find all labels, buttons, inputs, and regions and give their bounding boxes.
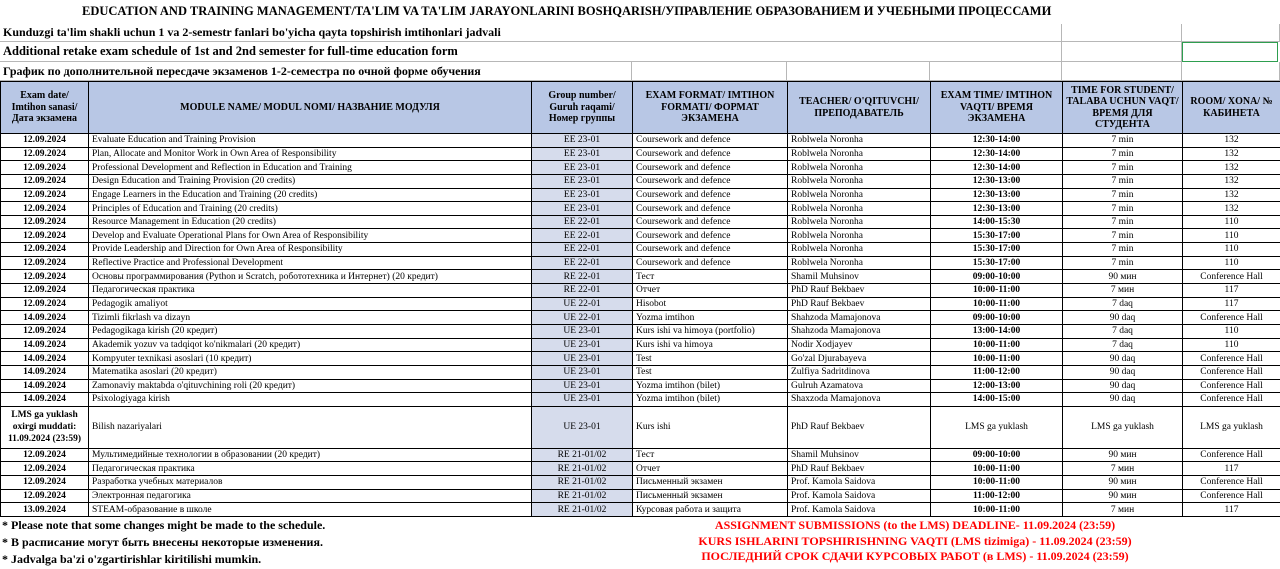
cell-module[interactable]: Design Education and Training Provision (20 credits) bbox=[89, 174, 532, 188]
cell-date[interactable]: 12.09.2024 bbox=[1, 462, 89, 476]
deadline-ru: ПОСЛЕДНИЙ СРОК СДАЧИ КУРСОВЫХ РАБОТ (в LMS) - 11.09.2024 (23:59) bbox=[701, 549, 1129, 563]
cell-room[interactable]: 117 bbox=[1183, 284, 1280, 298]
cell-room[interactable]: Conference Hall bbox=[1183, 270, 1280, 284]
cell-date[interactable]: 12.09.2024 bbox=[1, 161, 89, 175]
cell-room[interactable]: 117 bbox=[1183, 503, 1280, 517]
cell-format[interactable]: Coursework and defence bbox=[633, 188, 788, 202]
cell-teacher[interactable]: Go'zal Djurabayeva bbox=[788, 352, 931, 366]
cell-date[interactable]: 14.09.2024 bbox=[1, 365, 89, 379]
cell[interactable] bbox=[1062, 24, 1182, 42]
cell-date[interactable]: 12.09.2024 bbox=[1, 256, 89, 270]
cell-format[interactable]: Kurs ishi va himoya (portfolio) bbox=[633, 324, 788, 338]
cell-time[interactable]: 12:00-13:00 bbox=[931, 379, 1063, 393]
note-uz: * Jadvalga ba'zi o'zgartirishlar kiritilishi mumkin. bbox=[2, 552, 262, 566]
subtitle-row-ru bbox=[0, 62, 1280, 81]
cell-teacher[interactable]: Shaxzoda Mamajonova bbox=[788, 393, 931, 407]
cell-group[interactable]: RE 21-01/02 bbox=[532, 462, 633, 476]
cell-time[interactable]: LMS ga yuklash bbox=[931, 406, 1063, 448]
cell-group[interactable]: EE 23-01 bbox=[532, 161, 633, 175]
cell-teacher[interactable]: Shamil Muhsinov bbox=[788, 270, 931, 284]
col-header-date[interactable]: Exam date/ Imtihon sanasi/ Дата экзамена bbox=[1, 82, 89, 134]
table-row[interactable] bbox=[1, 270, 1280, 284]
cell-student-time[interactable]: 7 min bbox=[1063, 134, 1183, 148]
cell-group[interactable]: UE 23-01 bbox=[532, 379, 633, 393]
cell-room[interactable]: 117 bbox=[1183, 462, 1280, 476]
table-body bbox=[1, 134, 1280, 517]
cell-room[interactable]: Conference Hall bbox=[1183, 489, 1280, 503]
cell-date[interactable]: 12.09.2024 bbox=[1, 284, 89, 298]
cell[interactable] bbox=[1182, 62, 1280, 81]
cell-group[interactable]: EE 23-01 bbox=[532, 188, 633, 202]
cell-room[interactable]: 132 bbox=[1183, 161, 1280, 175]
cell-time[interactable]: 10:00-11:00 bbox=[931, 462, 1063, 476]
cell-room[interactable]: Conference Hall bbox=[1183, 311, 1280, 325]
cell-module[interactable]: Engage Learners in the Education and Training (20 credits) bbox=[89, 188, 532, 202]
cell-group[interactable]: RE 21-01/02 bbox=[532, 503, 633, 517]
deadline-notice bbox=[620, 518, 1210, 565]
cell-student-time[interactable]: 7 min bbox=[1063, 161, 1183, 175]
schedule-table bbox=[0, 81, 1280, 517]
cell-teacher[interactable]: Nodir Xodjayev bbox=[788, 338, 931, 352]
cell-group[interactable]: EE 23-01 bbox=[532, 147, 633, 161]
cell-teacher[interactable]: Prof. Kamola Saidova bbox=[788, 476, 931, 490]
table-row[interactable] bbox=[1, 229, 1280, 243]
cell-group[interactable]: UE 22-01 bbox=[532, 311, 633, 325]
cell-date[interactable]: 12.09.2024 bbox=[1, 448, 89, 462]
cell-student-time[interactable]: 7 мин bbox=[1063, 503, 1183, 517]
cell-date[interactable]: 12.09.2024 bbox=[1, 202, 89, 216]
cell-time[interactable]: 14:00-15:30 bbox=[931, 215, 1063, 229]
cell-teacher[interactable]: Roblwela Noronha bbox=[788, 174, 931, 188]
cell-format[interactable]: Coursework and defence bbox=[633, 256, 788, 270]
cell-room[interactable]: 132 bbox=[1183, 188, 1280, 202]
cell-group[interactable]: EE 23-01 bbox=[532, 202, 633, 216]
table-row[interactable] bbox=[1, 297, 1280, 311]
cell-time[interactable]: 12:30-13:00 bbox=[931, 202, 1063, 216]
cell-room[interactable]: Conference Hall bbox=[1183, 448, 1280, 462]
note-en: * Please note that some changes might be made to the schedule. bbox=[2, 518, 326, 532]
cell-room[interactable]: 110 bbox=[1183, 256, 1280, 270]
table-row[interactable] bbox=[1, 284, 1280, 298]
table-row[interactable] bbox=[1, 379, 1280, 393]
cell-time[interactable]: 09:00-10:00 bbox=[931, 270, 1063, 284]
table-row[interactable] bbox=[1, 365, 1280, 379]
cell-module[interactable]: Bilish nazariyalari bbox=[89, 406, 532, 448]
cell-date[interactable]: 12.09.2024 bbox=[1, 324, 89, 338]
cell-student-time[interactable]: 90 мин bbox=[1063, 448, 1183, 462]
cell-teacher[interactable]: Shahzoda Mamajonova bbox=[788, 324, 931, 338]
cell-date[interactable]: 12.09.2024 bbox=[1, 229, 89, 243]
table-row[interactable] bbox=[1, 311, 1280, 325]
cell-group[interactable]: UE 23-01 bbox=[532, 393, 633, 407]
cell-date[interactable]: 12.09.2024 bbox=[1, 134, 89, 148]
selected-cell[interactable] bbox=[1182, 42, 1278, 62]
cell-date[interactable]: 12.09.2024 bbox=[1, 188, 89, 202]
cell-date[interactable]: 12.09.2024 bbox=[1, 270, 89, 284]
cell[interactable] bbox=[787, 62, 930, 81]
cell-time[interactable]: 10:00-11:00 bbox=[931, 338, 1063, 352]
cell-format[interactable]: Yozma imtihon bbox=[633, 311, 788, 325]
cell-date[interactable]: 14.09.2024 bbox=[1, 393, 89, 407]
cell-format[interactable]: Coursework and defence bbox=[633, 147, 788, 161]
cell-format[interactable]: Отчет bbox=[633, 462, 788, 476]
cell-time[interactable]: 10:00-11:00 bbox=[931, 297, 1063, 311]
col-header-time[interactable]: EXAM TIME/ IMTIHON VAQTI/ ВРЕМЯ ЭКЗАМЕНА bbox=[931, 82, 1063, 134]
page-title: EDUCATION AND TRAINING MANAGEMENT/TA'LIM VA TA'LIM JARAYONLARINI BOSHQARISH/УПРАВЛЕНИЕ ОБРАЗОВАНИЕМ И УЧЕБНЫМИ ПРОЦЕССАМИ bbox=[82, 4, 1052, 18]
cell-student-time[interactable]: 7 min bbox=[1063, 229, 1183, 243]
cell-module[interactable]: Pedagogikaga kirish (20 кредит) bbox=[89, 324, 532, 338]
cell-module[interactable]: Akademik yozuv va tadqiqot ko'nikmalari (20 кредит) bbox=[89, 338, 532, 352]
cell-format[interactable]: Yozma imtihon (bilet) bbox=[633, 393, 788, 407]
table-row[interactable] bbox=[1, 489, 1280, 503]
cell-group[interactable]: RE 21-01/02 bbox=[532, 448, 633, 462]
cell-module[interactable]: Matematika asoslari (20 кредит) bbox=[89, 365, 532, 379]
cell-student-time[interactable]: 7 min bbox=[1063, 202, 1183, 216]
cell-room[interactable]: 117 bbox=[1183, 297, 1280, 311]
cell-format[interactable]: Письменный экзамен bbox=[633, 489, 788, 503]
deadline-en: ASSIGNMENT SUBMISSIONS (to the LMS) DEADLINE- 11.09.2024 (23:59) bbox=[714, 518, 1116, 532]
title-row bbox=[0, 0, 1280, 24]
cell-student-time[interactable]: 7 min bbox=[1063, 174, 1183, 188]
cell-time[interactable]: 15:30-17:00 bbox=[931, 229, 1063, 243]
cell-student-time[interactable]: 90 daq bbox=[1063, 365, 1183, 379]
cell-teacher[interactable]: Zulfiya Sadritdinova bbox=[788, 365, 931, 379]
cell-module[interactable]: Разработка учебных материалов bbox=[89, 476, 532, 490]
cell-module[interactable]: Evaluate Education and Training Provision bbox=[89, 134, 532, 148]
table-row[interactable] bbox=[1, 476, 1280, 490]
table-row[interactable] bbox=[1, 243, 1280, 257]
cell-time[interactable]: 12:30-13:00 bbox=[931, 174, 1063, 188]
cell-module[interactable]: Plan, Allocate and Monitor Work in Own Area of Responsibility bbox=[89, 147, 532, 161]
cell-student-time[interactable]: 90 мин bbox=[1063, 270, 1183, 284]
cell-date[interactable]: 12.09.2024 bbox=[1, 174, 89, 188]
cell-module[interactable]: Zamonaviy maktabda o'qituvchining roli (20 кредит) bbox=[89, 379, 532, 393]
cell-module[interactable]: Pedagogik amaliyot bbox=[89, 297, 532, 311]
deadline-uz: KURS ISHLARINI TOPSHIRISHNING VAQTI (LMS tizimiga) - 11.09.2024 (23:59) bbox=[698, 533, 1132, 548]
cell-module[interactable]: Professional Development and Reflection in Education and Training bbox=[89, 161, 532, 175]
cell-group[interactable]: RE 21-01/02 bbox=[532, 489, 633, 503]
cell-teacher[interactable]: Shamil Muhsinov bbox=[788, 448, 931, 462]
cell-module[interactable]: Основы программирования (Python и Scratch, робототехника и Интернет) (20 кредит) bbox=[89, 270, 532, 284]
cell-module[interactable]: Kompyuter texnikasi asoslari (10 кредит) bbox=[89, 352, 532, 366]
cell-date[interactable]: 12.09.2024 bbox=[1, 215, 89, 229]
cell-module[interactable]: Reflective Practice and Professional Development bbox=[89, 256, 532, 270]
cell-group[interactable]: EE 22-01 bbox=[532, 229, 633, 243]
cell-room[interactable]: 110 bbox=[1183, 215, 1280, 229]
cell-module[interactable]: Tizimli fikrlash va dizayn bbox=[89, 311, 532, 325]
cell-room[interactable]: 110 bbox=[1183, 229, 1280, 243]
table-row[interactable] bbox=[1, 215, 1280, 229]
cell-time[interactable]: 12:30-13:00 bbox=[931, 188, 1063, 202]
cell-format[interactable]: Yozma imtihon (bilet) bbox=[633, 379, 788, 393]
cell-module[interactable]: Мультимедийные технологии в образовании (20 кредит) bbox=[89, 448, 532, 462]
cell-date[interactable]: 14.09.2024 bbox=[1, 379, 89, 393]
cell[interactable] bbox=[930, 62, 1062, 81]
cell-time[interactable]: 10:00-11:00 bbox=[931, 503, 1063, 517]
cell-room[interactable]: Conference Hall bbox=[1183, 352, 1280, 366]
cell-student-time[interactable]: 90 мин bbox=[1063, 489, 1183, 503]
cell-time[interactable]: 10:00-11:00 bbox=[931, 476, 1063, 490]
cell-student-time[interactable]: 90 daq bbox=[1063, 379, 1183, 393]
cell-format[interactable]: Test bbox=[633, 365, 788, 379]
cell-group[interactable]: UE 22-01 bbox=[532, 297, 633, 311]
cell[interactable] bbox=[632, 62, 787, 81]
cell-format[interactable]: Курсовая работа и защита bbox=[633, 503, 788, 517]
cell-module[interactable]: STEAM-образование в школе bbox=[89, 503, 532, 517]
cell-room[interactable]: Conference Hall bbox=[1183, 379, 1280, 393]
cell-format[interactable]: Coursework and defence bbox=[633, 202, 788, 216]
cell-format[interactable]: Coursework and defence bbox=[633, 161, 788, 175]
table-row[interactable] bbox=[1, 188, 1280, 202]
cell-teacher[interactable]: Roblwela Noronha bbox=[788, 215, 931, 229]
cell-time[interactable]: 14:00-15:00 bbox=[931, 393, 1063, 407]
cell-format[interactable]: Coursework and defence bbox=[633, 174, 788, 188]
cell-format[interactable]: Kurs ishi bbox=[633, 406, 788, 448]
table-row[interactable] bbox=[1, 134, 1280, 148]
cell-module[interactable]: Электронная педагогика bbox=[89, 489, 532, 503]
subtitle-uz: Kunduzgi ta'lim shakli uchun 1 va 2-semestr fanlari bo'yicha qayta topshirish imtihonlari jadvali bbox=[3, 25, 501, 39]
cell-teacher[interactable]: Roblwela Noronha bbox=[788, 229, 931, 243]
cell-group[interactable]: EE 22-01 bbox=[532, 243, 633, 257]
cell-teacher[interactable]: Roblwela Noronha bbox=[788, 134, 931, 148]
table-row[interactable] bbox=[1, 352, 1280, 366]
cell-teacher[interactable]: Roblwela Noronha bbox=[788, 202, 931, 216]
table-row[interactable] bbox=[1, 393, 1280, 407]
col-header-group[interactable]: Group number/ Guruh raqami/ Номер группы bbox=[532, 82, 633, 134]
cell-teacher[interactable]: PhD Rauf Bekbaev bbox=[788, 297, 931, 311]
cell-group[interactable]: UE 23-01 bbox=[532, 338, 633, 352]
col-header-student-time[interactable]: TIME FOR STUDENT/ TALABA UCHUN VAQT/ ВРЕМЯ ДЛЯ СТУДЕНТА bbox=[1063, 82, 1183, 134]
cell-teacher[interactable]: Shahzoda Mamajonova bbox=[788, 311, 931, 325]
cell-format[interactable]: Coursework and defence bbox=[633, 215, 788, 229]
cell-format[interactable]: Test bbox=[633, 352, 788, 366]
cell-format[interactable]: Kurs ishi va himoya bbox=[633, 338, 788, 352]
cell-room[interactable]: Conference Hall bbox=[1183, 476, 1280, 490]
cell-teacher[interactable]: Prof. Kamola Saidova bbox=[788, 503, 931, 517]
cell-time[interactable]: 15:30-17:00 bbox=[931, 243, 1063, 257]
cell-module[interactable]: Psixologiyaga kirish bbox=[89, 393, 532, 407]
notes bbox=[2, 517, 325, 568]
cell-teacher[interactable]: PhD Rauf Bekbaev bbox=[788, 284, 931, 298]
table-row[interactable] bbox=[1, 462, 1280, 476]
cell-room[interactable]: Conference Hall bbox=[1183, 393, 1280, 407]
cell-student-time[interactable]: 7 мин bbox=[1063, 462, 1183, 476]
cell-time[interactable]: 10:00-11:00 bbox=[931, 352, 1063, 366]
cell-student-time[interactable]: 7 min bbox=[1063, 215, 1183, 229]
cell-student-time[interactable]: 90 daq bbox=[1063, 352, 1183, 366]
cell-group[interactable]: UE 23-01 bbox=[532, 406, 633, 448]
cell-student-time[interactable]: 7 min bbox=[1063, 188, 1183, 202]
cell-date[interactable]: 12.09.2024 bbox=[1, 147, 89, 161]
table-row[interactable] bbox=[1, 174, 1280, 188]
cell-group[interactable]: EE 22-01 bbox=[532, 256, 633, 270]
cell-student-time[interactable]: LMS ga yuklash bbox=[1063, 406, 1183, 448]
cell-teacher[interactable]: Roblwela Noronha bbox=[788, 147, 931, 161]
cell-format[interactable]: Hisobot bbox=[633, 297, 788, 311]
cell-room[interactable]: 110 bbox=[1183, 243, 1280, 257]
cell[interactable] bbox=[1062, 42, 1182, 62]
table-row[interactable] bbox=[1, 338, 1280, 352]
cell-date[interactable]: 13.09.2024 bbox=[1, 503, 89, 517]
table-row[interactable] bbox=[1, 202, 1280, 216]
cell-teacher[interactable]: Roblwela Noronha bbox=[788, 188, 931, 202]
cell-module[interactable]: Resource Management in Education (20 credits) bbox=[89, 215, 532, 229]
cell-module[interactable]: Provide Leadership and Direction for Own Area of Responsibility bbox=[89, 243, 532, 257]
table-row[interactable] bbox=[1, 256, 1280, 270]
cell-student-time[interactable]: 7 daq bbox=[1063, 338, 1183, 352]
cell-date[interactable]: 12.09.2024 bbox=[1, 243, 89, 257]
cell-date[interactable]: 12.09.2024 bbox=[1, 476, 89, 490]
cell-module[interactable]: Principles of Education and Training (20 credits) bbox=[89, 202, 532, 216]
note-ru: * В расписание могут быть внесены некоторые изменения. bbox=[2, 535, 323, 549]
cell-room[interactable]: Conference Hall bbox=[1183, 365, 1280, 379]
col-header-room[interactable]: ROOM/ XONA/ № КАБИНЕТА bbox=[1183, 82, 1280, 134]
cell-time[interactable]: 12:30-14:00 bbox=[931, 161, 1063, 175]
cell-time[interactable]: 11:00-12:00 bbox=[931, 489, 1063, 503]
cell-module[interactable]: Педагогическая практика bbox=[89, 462, 532, 476]
cell-student-time[interactable]: 7 min bbox=[1063, 243, 1183, 257]
cell-module[interactable]: Develop and Evaluate Operational Plans for Own Area of Responsibility bbox=[89, 229, 532, 243]
cell-group[interactable]: EE 22-01 bbox=[532, 215, 633, 229]
footer bbox=[0, 514, 1280, 569]
cell-group[interactable]: EE 23-01 bbox=[532, 134, 633, 148]
cell-student-time[interactable]: 7 daq bbox=[1063, 297, 1183, 311]
cell-time[interactable]: 10:00-11:00 bbox=[931, 284, 1063, 298]
cell-room[interactable]: LMS ga yuklash bbox=[1183, 406, 1280, 448]
cell-format[interactable]: Coursework and defence bbox=[633, 134, 788, 148]
cell-date[interactable]: 14.09.2024 bbox=[1, 338, 89, 352]
cell-teacher[interactable]: Gulruh Azamatova bbox=[788, 379, 931, 393]
cell-teacher[interactable]: Roblwela Noronha bbox=[788, 256, 931, 270]
table-row[interactable] bbox=[1, 324, 1280, 338]
cell-format[interactable]: Письменный экзамен bbox=[633, 476, 788, 490]
cell-room[interactable]: 132 bbox=[1183, 134, 1280, 148]
cell-time[interactable]: 12:30-14:00 bbox=[931, 147, 1063, 161]
cell-format[interactable]: Тест bbox=[633, 448, 788, 462]
cell-format[interactable]: Coursework and defence bbox=[633, 229, 788, 243]
col-header-teacher[interactable]: TEACHER/ O'QITUVCHI/ ПРЕПОДАВАТЕЛЬ bbox=[788, 82, 931, 134]
cell-group[interactable]: UE 23-01 bbox=[532, 352, 633, 366]
table-header-row bbox=[1, 82, 1280, 134]
cell-student-time[interactable]: 90 мин bbox=[1063, 476, 1183, 490]
cell-format[interactable]: Отчет bbox=[633, 284, 788, 298]
cell-date[interactable]: 12.09.2024 bbox=[1, 489, 89, 503]
cell-student-time[interactable]: 90 daq bbox=[1063, 311, 1183, 325]
table-row[interactable] bbox=[1, 147, 1280, 161]
col-header-module[interactable]: MODULE NAME/ MODUL NOMI/ НАЗВАНИЕ МОДУЛЯ bbox=[89, 82, 532, 134]
cell-student-time[interactable]: 7 min bbox=[1063, 147, 1183, 161]
cell-format[interactable]: Тест bbox=[633, 270, 788, 284]
cell-time[interactable]: 15:30-17:00 bbox=[931, 256, 1063, 270]
subtitle-ru: График по дополнительной пересдаче экзаменов 1-2-семестра по очной форме обучения bbox=[3, 64, 481, 78]
cell-student-time[interactable]: 7 daq bbox=[1063, 324, 1183, 338]
cell-teacher[interactable]: Roblwela Noronha bbox=[788, 161, 931, 175]
cell[interactable] bbox=[1182, 24, 1280, 42]
cell-group[interactable]: UE 23-01 bbox=[532, 365, 633, 379]
cell-format[interactable]: Coursework and defence bbox=[633, 243, 788, 257]
col-header-format[interactable]: EXAM FORMAT/ IMTIHON FORMATI/ ФОРМАТ ЭКЗАМЕНА bbox=[633, 82, 788, 134]
table-row[interactable] bbox=[1, 448, 1280, 462]
cell-room[interactable]: 110 bbox=[1183, 338, 1280, 352]
cell-student-time[interactable]: 90 daq bbox=[1063, 393, 1183, 407]
cell-student-time[interactable]: 7 min bbox=[1063, 256, 1183, 270]
subtitle-en: Additional retake exam schedule of 1st and 2nd semester for full-time education form bbox=[3, 44, 458, 58]
cell-group[interactable]: RE 22-01 bbox=[532, 284, 633, 298]
cell-group[interactable]: RE 21-01/02 bbox=[532, 476, 633, 490]
cell-group[interactable]: RE 22-01 bbox=[532, 270, 633, 284]
subtitle-row-uz bbox=[0, 24, 1280, 42]
cell-date[interactable]: 14.09.2024 bbox=[1, 311, 89, 325]
cell[interactable] bbox=[1062, 62, 1182, 81]
cell-time[interactable]: 13:00-14:00 bbox=[931, 324, 1063, 338]
cell-group[interactable]: EE 23-01 bbox=[532, 174, 633, 188]
cell-time[interactable]: 09:00-10:00 bbox=[931, 448, 1063, 462]
cell-date[interactable]: 12.09.2024 bbox=[1, 297, 89, 311]
cell-room[interactable]: 132 bbox=[1183, 202, 1280, 216]
cell-room[interactable]: 132 bbox=[1183, 174, 1280, 188]
cell-teacher[interactable]: Roblwela Noronha bbox=[788, 243, 931, 257]
cell-room[interactable]: 110 bbox=[1183, 324, 1280, 338]
cell-time[interactable]: 09:00-10:00 bbox=[931, 311, 1063, 325]
cell-date[interactable]: LMS ga yuklash oxirgi muddati: 11.09.2024 (23:59) bbox=[1, 406, 89, 448]
cell-time[interactable]: 12:30-14:00 bbox=[931, 134, 1063, 148]
cell-room[interactable]: 132 bbox=[1183, 147, 1280, 161]
cell-date[interactable]: 14.09.2024 bbox=[1, 352, 89, 366]
cell-teacher[interactable]: PhD Rauf Bekbaev bbox=[788, 406, 931, 448]
table-row[interactable] bbox=[1, 161, 1280, 175]
subtitle-row-en bbox=[0, 42, 1280, 62]
cell-teacher[interactable]: PhD Rauf Bekbaev bbox=[788, 462, 931, 476]
cell-group[interactable]: UE 23-01 bbox=[532, 324, 633, 338]
cell-time[interactable]: 11:00-12:00 bbox=[931, 365, 1063, 379]
cell-teacher[interactable]: Prof. Kamola Saidova bbox=[788, 489, 931, 503]
cell-module[interactable]: Педагогическая практика bbox=[89, 284, 532, 298]
table-row[interactable] bbox=[1, 406, 1280, 448]
cell-student-time[interactable]: 7 мин bbox=[1063, 284, 1183, 298]
